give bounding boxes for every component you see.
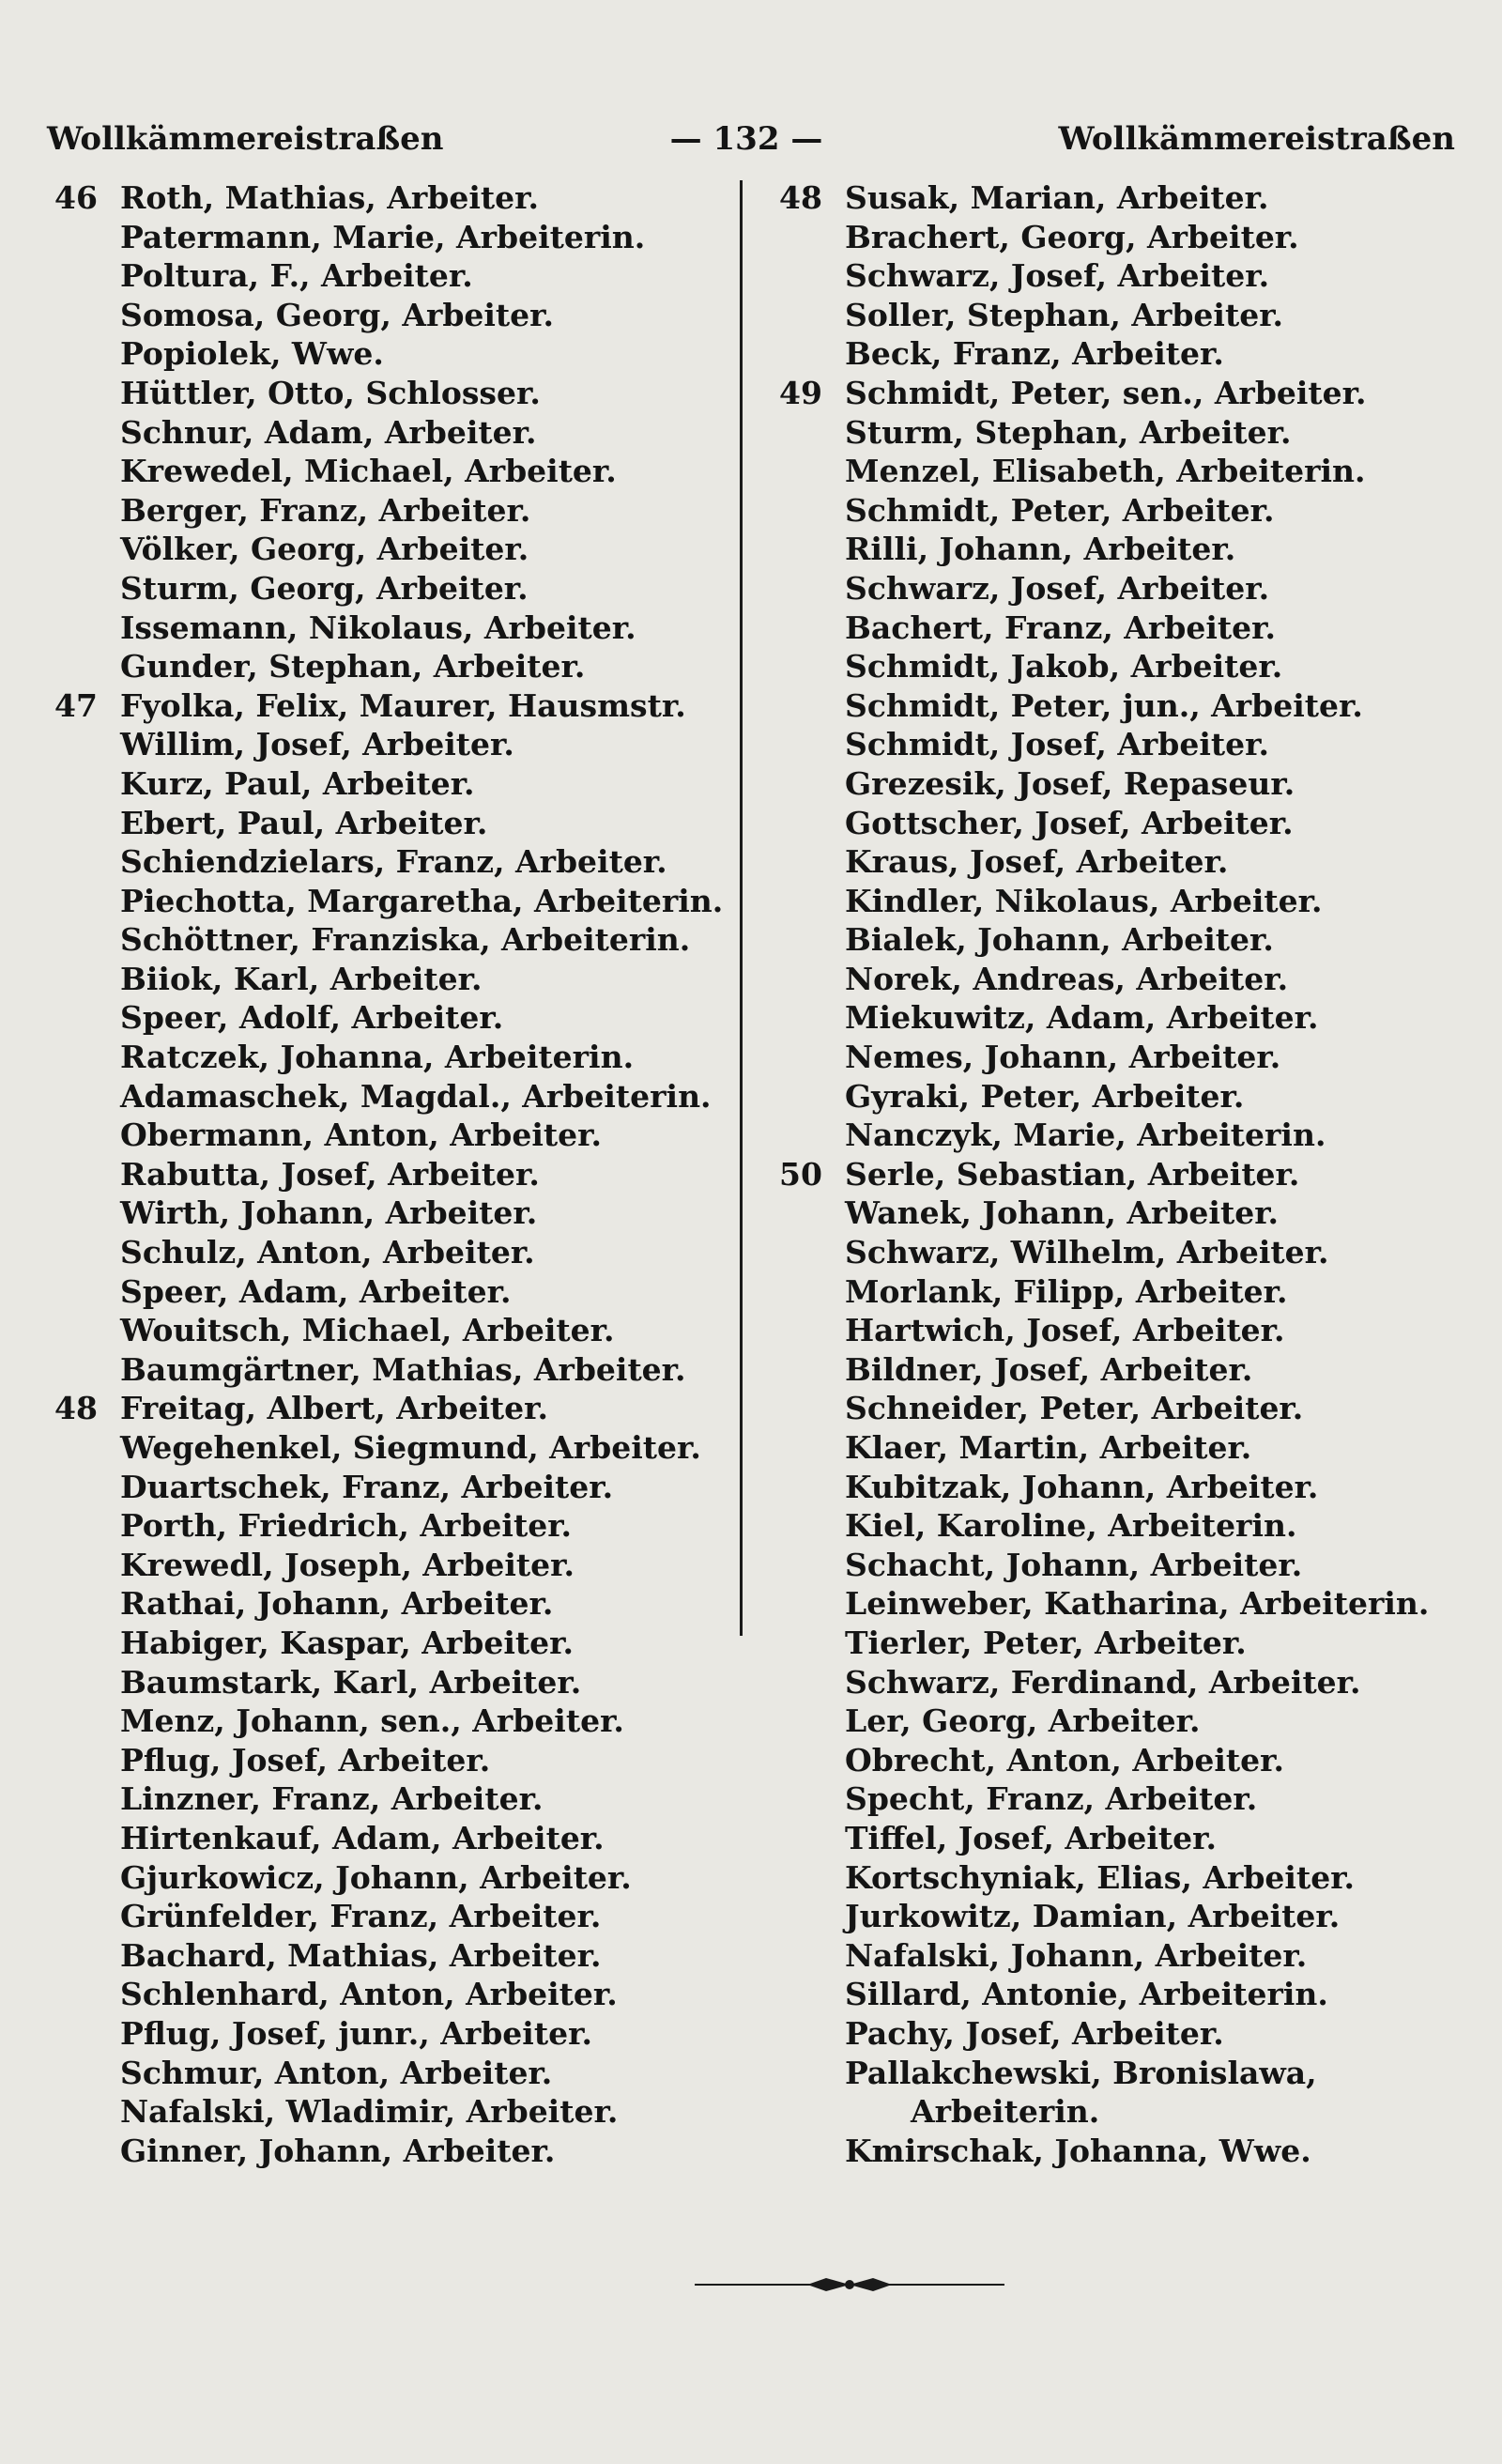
- resident-entry: Obermann, Anton, Arbeiter.: [120, 1116, 602, 1154]
- resident-entry: Schmidt, Jakob, Arbeiter.: [845, 648, 1283, 685]
- directory-entry: [779, 1077, 1493, 1116]
- directory-entry: [779, 1506, 1493, 1546]
- directory-entry: [779, 1779, 1493, 1819]
- directory-entry: [54, 1741, 712, 1780]
- directory-entry: [779, 1155, 1493, 1194]
- resident-entry: Grezesik, Josef, Repaseur.: [845, 764, 1295, 802]
- resident-entry: Schiendzielars, Franz, Arbeiter.: [120, 843, 667, 881]
- directory-entry: [779, 608, 1493, 648]
- directory-entry: [54, 374, 712, 413]
- resident-entry: Pallakchewski, Bronislawa,: [845, 2054, 1317, 2091]
- resident-entry: Nafalski, Johann, Arbeiter.: [845, 1936, 1308, 1974]
- resident-entry: Gunder, Stephan, Arbeiter.: [120, 648, 586, 685]
- resident-entry: Wanek, Johann, Arbeiter.: [845, 1194, 1280, 1232]
- directory-entry: [779, 256, 1493, 296]
- resident-entry: Nanczyk, Marie, Arbeiterin.: [845, 1116, 1326, 1154]
- resident-entry: Issemann, Nikolaus, Arbeiter.: [120, 608, 636, 646]
- directory-entry: [54, 804, 712, 843]
- directory-entry: [779, 569, 1493, 608]
- resident-entry: Habiger, Kaspar, Arbeiter.: [120, 1624, 574, 1661]
- directory-entry: [779, 764, 1493, 804]
- directory-entry: [54, 1663, 712, 1702]
- resident-entry: Speer, Adolf, Arbeiter.: [120, 999, 504, 1037]
- resident-entry: Berger, Franz, Arbeiter.: [120, 491, 531, 529]
- resident-entry: Wirth, Johann, Arbeiter.: [120, 1194, 538, 1232]
- directory-entry: [779, 2092, 1493, 2132]
- resident-entry: Wouitsch, Michael, Arbeiter.: [120, 1312, 615, 1349]
- resident-entry: Völker, Georg, Arbeiter.: [120, 531, 529, 568]
- directory-entry: [779, 1975, 1493, 2014]
- resident-entry: Baumgärtner, Mathias, Arbeiter.: [120, 1350, 686, 1388]
- directory-entry: [54, 1468, 712, 1507]
- directory-entry: [779, 960, 1493, 999]
- directory-entry: [54, 2054, 712, 2093]
- directory-entry: [54, 1389, 712, 1428]
- directory-entry: [54, 1702, 712, 1741]
- directory-entry: [779, 1272, 1493, 1312]
- resident-entry: Gottscher, Josef, Arbeiter.: [845, 804, 1294, 841]
- directory-entry: [54, 1779, 712, 1819]
- resident-entry: Kraus, Josef, Arbeiter.: [845, 843, 1229, 881]
- directory-entry: [54, 491, 712, 531]
- resident-entry: Schwarz, Ferdinand, Arbeiter.: [845, 1663, 1361, 1701]
- directory-entry: [779, 1311, 1493, 1350]
- resident-entry: Schwarz, Josef, Arbeiter.: [845, 569, 1270, 607]
- directory-entry: [54, 725, 712, 764]
- resident-entry: Brachert, Georg, Arbeiter.: [845, 218, 1299, 255]
- directory-entry: [54, 218, 712, 257]
- directory-entry: [779, 1116, 1493, 1155]
- directory-entry: [54, 960, 712, 999]
- resident-entry: Tiffel, Josef, Arbeiter.: [845, 1819, 1218, 1856]
- directory-entry: [779, 1546, 1493, 1585]
- resident-entry: Somosa, Georg, Arbeiter.: [120, 296, 555, 333]
- resident-entry: Pachy, Josef, Arbeiter.: [845, 2014, 1224, 2052]
- resident-entry: Schöttner, Franziska, Arbeiterin.: [120, 921, 691, 959]
- resident-entry: Linzner, Franz, Arbeiter.: [120, 1780, 544, 1818]
- directory-entry: [54, 256, 712, 296]
- resident-entry: Kortschyniak, Elias, Arbeiter.: [845, 1858, 1356, 1896]
- resident-entry: Schacht, Johann, Arbeiter.: [845, 1546, 1303, 1583]
- column-divider: [740, 180, 743, 1636]
- resident-entry: Kurz, Paul, Arbeiter.: [120, 764, 475, 802]
- resident-entry: Nemes, Johann, Arbeiter.: [845, 1039, 1281, 1076]
- resident-entry: Popiolek, Wwe.: [120, 335, 384, 373]
- resident-entry: Adamaschek, Magdal., Arbeiterin.: [120, 1077, 712, 1115]
- running-header: [38, 111, 1455, 167]
- directory-entry: [54, 452, 712, 491]
- directory-entry: [54, 1936, 712, 1976]
- resident-entry: Menz, Johann, sen., Arbeiter.: [120, 1702, 624, 1740]
- directory-entry: [54, 2092, 712, 2132]
- resident-entry: Specht, Franz, Arbeiter.: [845, 1780, 1258, 1818]
- directory-entry: [779, 1468, 1493, 1507]
- directory-entry: [779, 842, 1493, 882]
- directory-entry: [54, 1194, 712, 1233]
- resident-entry: Bialek, Johann, Arbeiter.: [845, 921, 1274, 959]
- directory-entry: [54, 998, 712, 1038]
- directory-entry: [779, 1858, 1493, 1898]
- resident-entry: Rilli, Johann, Arbeiter.: [845, 531, 1236, 568]
- resident-entry: Serle, Sebastian, Arbeiter.: [845, 1155, 1300, 1193]
- house-number: 48: [779, 179, 822, 216]
- resident-entry: Kmirschak, Johanna, Wwe.: [845, 2132, 1311, 2169]
- resident-entry: Krewedl, Joseph, Arbeiter.: [120, 1546, 575, 1583]
- directory-entry: [779, 374, 1493, 413]
- directory-entry: [54, 1819, 712, 1858]
- directory-entry: [54, 764, 712, 804]
- resident-entry: Schlenhard, Anton, Arbeiter.: [120, 1976, 618, 2013]
- directory-entry: [779, 413, 1493, 453]
- resident-entry: Ler, Georg, Arbeiter.: [845, 1702, 1201, 1740]
- directory-entry: [54, 1975, 712, 2014]
- resident-entry: Duartschek, Franz, Arbeiter.: [120, 1468, 614, 1505]
- header-left-street: Wollkämmereistraßen: [47, 120, 444, 158]
- resident-entry: Schnur, Adam, Arbeiter.: [120, 413, 537, 451]
- directory-entry: [779, 1350, 1493, 1390]
- directory-entry: [779, 725, 1493, 764]
- directory-entry: [779, 2054, 1493, 2093]
- resident-entry: Hirtenkauf, Adam, Arbeiter.: [120, 1819, 605, 1856]
- resident-entry: Grünfelder, Franz, Arbeiter.: [120, 1898, 602, 1935]
- directory-entry: [779, 686, 1493, 726]
- resident-entry: Sturm, Stephan, Arbeiter.: [845, 413, 1292, 451]
- directory-entry: [779, 1584, 1493, 1624]
- directory-entry: [779, 2132, 1493, 2171]
- resident-entry: Roth, Mathias, Arbeiter.: [120, 179, 539, 216]
- directory-entry: [779, 1702, 1493, 1741]
- directory-entry: [779, 334, 1493, 374]
- directory-entry: [779, 1428, 1493, 1468]
- directory-entry: [54, 1311, 712, 1350]
- directory-entry: [54, 530, 712, 569]
- directory-entry: [54, 882, 724, 921]
- resident-entry: Bachard, Mathias, Arbeiter.: [120, 1936, 602, 1974]
- directory-entry: [779, 804, 1493, 843]
- resident-entry: Tierler, Peter, Arbeiter.: [845, 1624, 1247, 1661]
- resident-entry: Porth, Friedrich, Arbeiter.: [120, 1507, 573, 1545]
- resident-entry: Baumstark, Karl, Arbeiter.: [120, 1663, 582, 1701]
- resident-entry: Gjurkowicz, Johann, Arbeiter.: [120, 1858, 632, 1896]
- resident-entry: Hüttler, Otto, Schlosser.: [120, 374, 541, 411]
- resident-entry: Krewedel, Michael, Arbeiter.: [120, 453, 617, 490]
- resident-entry: Schneider, Peter, Arbeiter.: [845, 1390, 1304, 1427]
- resident-entry: Schmidt, Peter, jun., Arbeiter.: [845, 686, 1363, 724]
- directory-entry: [779, 1624, 1493, 1663]
- resident-entry: Miekuwitz, Adam, Arbeiter.: [845, 999, 1319, 1037]
- header-right-street: Wollkämmereistraßen: [1058, 120, 1455, 158]
- resident-entry: Patermann, Marie, Arbeiterin.: [120, 218, 646, 255]
- resident-entry: Schmidt, Josef, Arbeiter.: [845, 726, 1269, 763]
- ornamental-tailpiece: [695, 2271, 1004, 2299]
- directory-entry: [779, 178, 1493, 218]
- resident-entry: Schmidt, Peter, Arbeiter.: [845, 491, 1275, 529]
- directory-entry: [779, 296, 1493, 335]
- directory-entry: [779, 1936, 1493, 1976]
- resident-entry: Willim, Josef, Arbeiter.: [120, 726, 514, 763]
- resident-entry: Pflug, Josef, Arbeiter.: [120, 1741, 491, 1779]
- house-number: 46: [54, 179, 98, 216]
- resident-entry: Freitag, Albert, Arbeiter.: [120, 1390, 548, 1427]
- resident-entry: Biiok, Karl, Arbeiter.: [120, 960, 483, 997]
- resident-entry: Sturm, Georg, Arbeiter.: [120, 569, 529, 607]
- directory-entry: [54, 1584, 712, 1624]
- directory-entry: [54, 647, 712, 686]
- house-number: 50: [779, 1155, 822, 1193]
- directory-entry: [54, 1038, 712, 1077]
- resident-entry: Pflug, Josef, junr., Arbeiter.: [120, 2014, 592, 2052]
- resident-entry: Fyolka, Felix, Maurer, Hausmstr.: [120, 686, 686, 724]
- directory-entry: [779, 1897, 1493, 1936]
- resident-entry: Sillard, Antonie, Arbeiterin.: [845, 1976, 1328, 2013]
- directory-entry: [779, 1663, 1493, 1702]
- left-column: [54, 178, 724, 2170]
- resident-entry: Gyraki, Peter, Arbeiter.: [845, 1077, 1245, 1115]
- resident-entry: Rabutta, Josef, Arbeiter.: [120, 1155, 540, 1193]
- directory-entry: [779, 1389, 1493, 1428]
- directory-entry: [54, 1624, 712, 1663]
- directory-entry: [779, 1819, 1493, 1858]
- directory-entry: [54, 569, 712, 608]
- directory-entry: [54, 1858, 712, 1898]
- resident-entry: Ebert, Paul, Arbeiter.: [120, 804, 488, 841]
- directory-entry: [779, 491, 1493, 531]
- directory-entry: [779, 998, 1493, 1038]
- resident-entry: Speer, Adam, Arbeiter.: [120, 1272, 512, 1310]
- resident-entry: Bildner, Josef, Arbeiter.: [845, 1350, 1253, 1388]
- directory-entry: [54, 334, 712, 374]
- directory-entry: [54, 1116, 712, 1155]
- directory-entry: [54, 842, 712, 882]
- right-column: [779, 178, 1493, 2170]
- resident-entry: Kiel, Karoline, Arbeiterin.: [845, 1507, 1297, 1545]
- resident-entry: Hartwich, Josef, Arbeiter.: [845, 1312, 1285, 1349]
- directory-entry: [54, 1155, 712, 1194]
- directory-entry: [54, 2132, 712, 2171]
- resident-entry: Ginner, Johann, Arbeiter.: [120, 2132, 556, 2169]
- directory-entry: [54, 1233, 712, 1272]
- directory-entry: [54, 1506, 712, 1546]
- directory-entry: [54, 413, 712, 453]
- resident-entry: Schwarz, Wilhelm, Arbeiter.: [845, 1234, 1329, 1271]
- resident-entry: Menzel, Elisabeth, Arbeiterin.: [845, 453, 1366, 490]
- directory-entry: [54, 1272, 712, 1312]
- resident-entry: Jurkowitz, Damian, Arbeiter.: [845, 1898, 1341, 1935]
- resident-entry: Kindler, Nikolaus, Arbeiter.: [845, 882, 1323, 919]
- directory-entry: [54, 1897, 712, 1936]
- resident-entry: Piechotta, Margaretha, Arbeiterin.: [120, 882, 724, 919]
- directory-entry: [54, 686, 712, 726]
- resident-entry: Morlank, Filipp, Arbeiter.: [845, 1272, 1288, 1310]
- resident-entry: Leinweber, Katharina, Arbeiterin.: [845, 1585, 1430, 1623]
- resident-entry: Rathai, Johann, Arbeiter.: [120, 1585, 554, 1623]
- directory-entry: [779, 647, 1493, 686]
- resident-entry: Soller, Stephan, Arbeiter.: [845, 296, 1284, 333]
- directory-entry: [779, 1194, 1493, 1233]
- directory-entry: [779, 218, 1493, 257]
- resident-entry: Klaer, Martin, Arbeiter.: [845, 1429, 1252, 1466]
- page-number: — 132 —: [669, 120, 823, 158]
- directory-entry: [54, 178, 712, 218]
- directory-entry: [779, 920, 1493, 960]
- directory-entry: [54, 1546, 712, 1585]
- resident-entry: Schwarz, Josef, Arbeiter.: [845, 257, 1270, 295]
- directory-entry: [54, 608, 712, 648]
- resident-entry: Schmur, Anton, Arbeiter.: [120, 2054, 553, 2091]
- resident-entry: Kubitzak, Johann, Arbeiter.: [845, 1468, 1319, 1505]
- house-number: 47: [54, 686, 98, 724]
- resident-entry: Schulz, Anton, Arbeiter.: [120, 1234, 535, 1271]
- resident-entry: Ratczek, Johanna, Arbeiterin.: [120, 1039, 635, 1076]
- directory-entry: [779, 452, 1493, 491]
- directory-entry: [779, 1233, 1493, 1272]
- directory-entry: [54, 2014, 712, 2054]
- house-number: 49: [779, 374, 822, 411]
- resident-entry: Poltura, F., Arbeiter.: [120, 257, 473, 295]
- resident-entry: Nafalski, Wladimir, Arbeiter.: [120, 2093, 619, 2131]
- resident-entry: Arbeiterin.: [911, 2093, 1100, 2131]
- directory-entry: [54, 920, 712, 960]
- directory-entry: [779, 2014, 1493, 2054]
- house-number: 48: [54, 1390, 98, 1427]
- resident-entry: Beck, Franz, Arbeiter.: [845, 335, 1224, 373]
- directory-entry: [779, 530, 1493, 569]
- directory-entry: [54, 1350, 712, 1390]
- directory-entry: [779, 1741, 1493, 1780]
- directory-entry: [54, 1428, 712, 1468]
- resident-entry: Susak, Marian, Arbeiter.: [845, 179, 1269, 216]
- resident-entry: Schmidt, Peter, sen., Arbeiter.: [845, 374, 1367, 411]
- resident-entry: Wegehenkel, Siegmund, Arbeiter.: [120, 1429, 701, 1466]
- directory-entry: [779, 882, 1493, 921]
- resident-entry: Obrecht, Anton, Arbeiter.: [845, 1741, 1285, 1779]
- directory-entry: [54, 1077, 712, 1116]
- resident-entry: Norek, Andreas, Arbeiter.: [845, 960, 1289, 997]
- directory-entry: [54, 296, 712, 335]
- directory-entry: [779, 1038, 1493, 1077]
- resident-entry: Bachert, Franz, Arbeiter.: [845, 608, 1276, 646]
